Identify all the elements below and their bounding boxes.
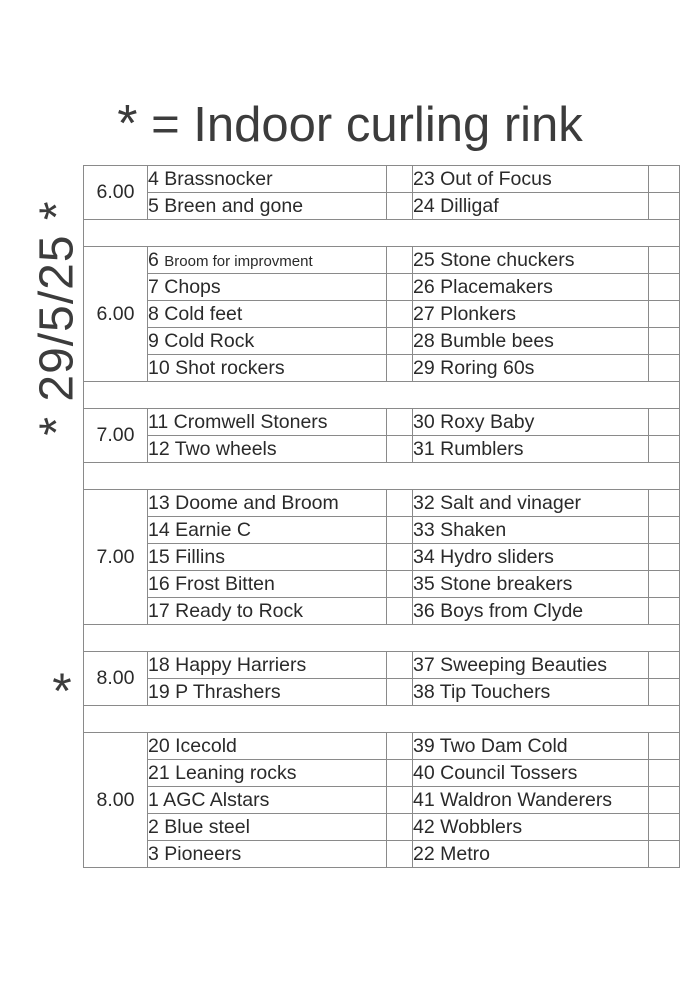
opponent-cell: 29 Roring 60s <box>413 355 649 382</box>
group-spacer <box>84 625 680 652</box>
time-cell: 7.00 <box>84 490 148 625</box>
opponent-cell: 25 Stone chuckers <box>413 247 649 274</box>
team-cell: 16 Frost Bitten <box>148 571 387 598</box>
blank-cell <box>649 355 680 382</box>
opponent-cell: 37 Sweeping Beauties <box>413 652 649 679</box>
blank-cell <box>649 301 680 328</box>
team-cell: 12 Two wheels <box>148 436 387 463</box>
blank-cell <box>387 247 413 274</box>
team-cell: 1 AGC Alstars <box>148 787 387 814</box>
blank-cell <box>387 490 413 517</box>
opponent-cell: 39 Two Dam Cold <box>413 733 649 760</box>
team-cell: 15 Fillins <box>148 544 387 571</box>
blank-cell <box>649 679 680 706</box>
time-cell: 7.00 <box>84 409 148 463</box>
team-cell: 17 Ready to Rock <box>148 598 387 625</box>
blank-cell <box>649 490 680 517</box>
blank-cell <box>387 409 413 436</box>
time-cell: 6.00 <box>84 247 148 382</box>
table-row <box>84 679 680 706</box>
blank-cell <box>387 841 413 868</box>
team-cell: 21 Leaning rocks <box>148 760 387 787</box>
blank-cell <box>387 733 413 760</box>
team-cell: 2 Blue steel <box>148 814 387 841</box>
blank-cell <box>649 544 680 571</box>
group-spacer <box>84 220 680 247</box>
table-row <box>84 544 680 571</box>
blank-cell <box>387 544 413 571</box>
table-row <box>84 247 680 274</box>
blank-cell <box>387 436 413 463</box>
team-cell: 8 Cold feet <box>148 301 387 328</box>
blank-cell <box>649 733 680 760</box>
group-spacer <box>84 706 680 733</box>
team-cell: 11 Cromwell Stoners <box>148 409 387 436</box>
opponent-cell: 41 Waldron Wanderers <box>413 787 649 814</box>
table-row <box>84 571 680 598</box>
group-spacer-cell <box>84 220 680 247</box>
team-cell: 6 Broom for improvment <box>148 247 387 274</box>
time-cell: 8.00 <box>84 733 148 868</box>
blank-cell <box>649 409 680 436</box>
blank-cell <box>387 571 413 598</box>
blank-cell <box>649 787 680 814</box>
opponent-cell: 36 Boys from Clyde <box>413 598 649 625</box>
blank-cell <box>387 166 413 193</box>
table-row <box>84 733 680 760</box>
blank-cell <box>387 193 413 220</box>
opponent-cell: 23 Out of Focus <box>413 166 649 193</box>
blank-cell <box>649 760 680 787</box>
group-spacer-cell <box>84 625 680 652</box>
blank-cell <box>649 652 680 679</box>
blank-cell <box>387 517 413 544</box>
blank-cell <box>387 328 413 355</box>
page-title <box>0 92 700 157</box>
team-cell: 18 Happy Harriers <box>148 652 387 679</box>
opponent-cell: 24 Dilligaf <box>413 193 649 220</box>
blank-cell <box>387 652 413 679</box>
group-spacer-cell <box>84 382 680 409</box>
team-cell: 19 P Thrashers <box>148 679 387 706</box>
indoor-rink-marker-icon: * <box>52 663 72 719</box>
blank-cell <box>649 328 680 355</box>
team-cell: 4 Brassnocker <box>148 166 387 193</box>
table-row <box>84 193 680 220</box>
table-row <box>84 409 680 436</box>
opponent-cell: 42 Wobblers <box>413 814 649 841</box>
opponent-cell: 26 Placemakers <box>413 274 649 301</box>
opponent-cell: 33 Shaken <box>413 517 649 544</box>
blank-cell <box>649 841 680 868</box>
time-cell: 8.00 <box>84 652 148 706</box>
blank-cell <box>387 301 413 328</box>
blank-cell <box>649 166 680 193</box>
opponent-cell: 31 Rumblers <box>413 436 649 463</box>
table-row <box>84 490 680 517</box>
table-row <box>84 436 680 463</box>
team-cell: 13 Doome and Broom <box>148 490 387 517</box>
team-cell: 14 Earnie C <box>148 517 387 544</box>
blank-cell <box>387 274 413 301</box>
draw-table-body <box>84 166 680 868</box>
blank-cell <box>649 571 680 598</box>
time-cell: 6.00 <box>84 166 148 220</box>
table-row <box>84 841 680 868</box>
blank-cell <box>649 247 680 274</box>
blank-cell <box>387 355 413 382</box>
title-text: = Indoor curling rink <box>151 98 583 152</box>
opponent-cell: 32 Salt and vinager <box>413 490 649 517</box>
blank-cell <box>387 598 413 625</box>
blank-cell <box>387 760 413 787</box>
group-spacer-cell <box>84 706 680 733</box>
table-row <box>84 598 680 625</box>
table-row <box>84 166 680 193</box>
blank-cell <box>649 598 680 625</box>
blank-cell <box>387 679 413 706</box>
team-cell: 3 Pioneers <box>148 841 387 868</box>
asterisk-icon: * <box>117 95 138 153</box>
opponent-cell: 30 Roxy Baby <box>413 409 649 436</box>
table-row <box>84 787 680 814</box>
team-cell: 9 Cold Rock <box>148 328 387 355</box>
table-row <box>84 274 680 301</box>
blank-cell <box>649 814 680 841</box>
table-row <box>84 328 680 355</box>
opponent-cell: 28 Bumble bees <box>413 328 649 355</box>
blank-cell <box>387 787 413 814</box>
opponent-cell: 34 Hydro sliders <box>413 544 649 571</box>
date-label: * 29/5/25 * <box>30 200 84 436</box>
blank-cell <box>649 274 680 301</box>
group-spacer <box>84 382 680 409</box>
opponent-cell: 40 Council Tossers <box>413 760 649 787</box>
team-cell: 10 Shot rockers <box>148 355 387 382</box>
group-spacer-cell <box>84 463 680 490</box>
opponent-cell: 35 Stone breakers <box>413 571 649 598</box>
group-spacer <box>84 463 680 490</box>
opponent-cell: 27 Plonkers <box>413 301 649 328</box>
blank-cell <box>649 517 680 544</box>
team-cell: 5 Breen and gone <box>148 193 387 220</box>
draw-table <box>83 165 680 868</box>
table-row <box>84 760 680 787</box>
table-row <box>84 517 680 544</box>
opponent-cell: 38 Tip Touchers <box>413 679 649 706</box>
table-row <box>84 814 680 841</box>
opponent-cell: 22 Metro <box>413 841 649 868</box>
table-row <box>84 355 680 382</box>
team-cell: 7 Chops <box>148 274 387 301</box>
table-row <box>84 301 680 328</box>
table-row <box>84 652 680 679</box>
blank-cell <box>649 436 680 463</box>
blank-cell <box>387 814 413 841</box>
blank-cell <box>649 193 680 220</box>
team-cell: 20 Icecold <box>148 733 387 760</box>
